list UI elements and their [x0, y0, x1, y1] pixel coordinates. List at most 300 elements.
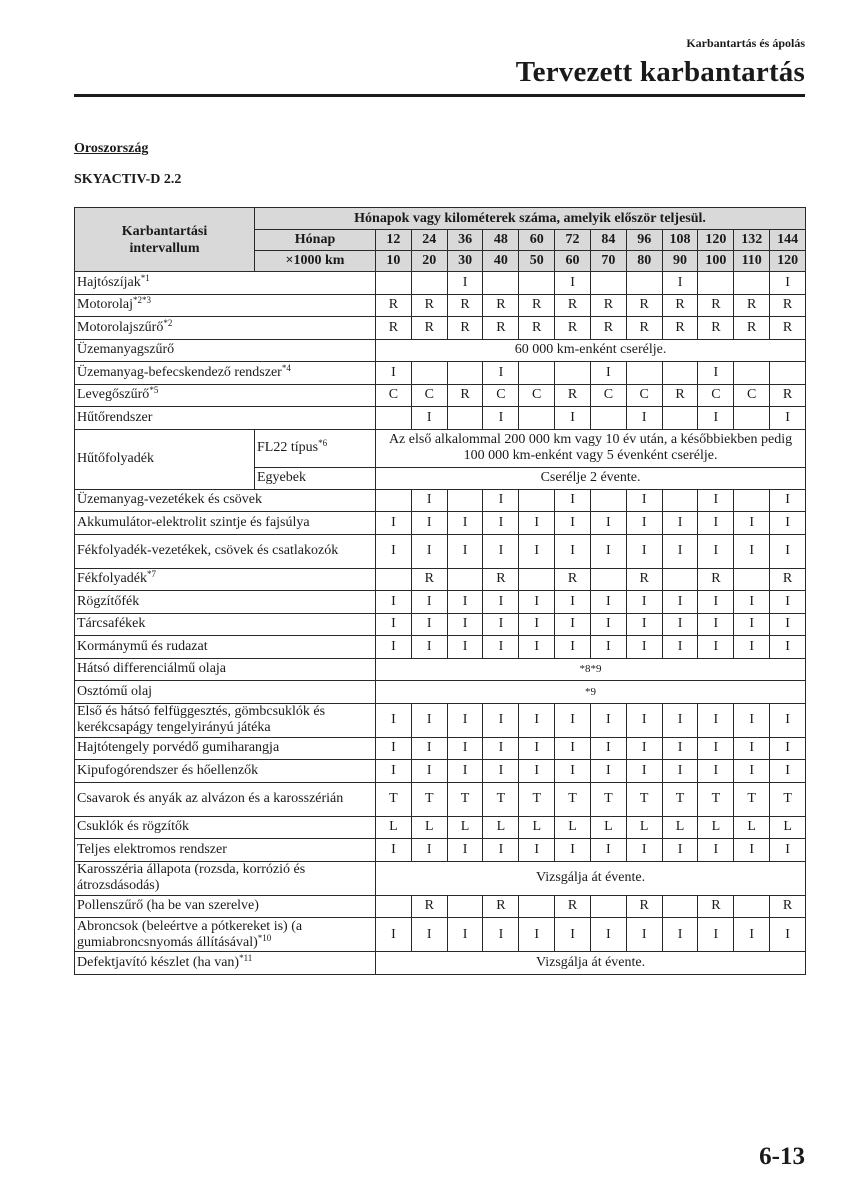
schedule-cell: I — [662, 636, 698, 659]
schedule-cell: I — [555, 591, 591, 614]
schedule-cell — [519, 568, 555, 591]
table-row — [75, 636, 806, 659]
schedule-cell: I — [411, 636, 447, 659]
engine-heading: SKYACTIV-D 2.2 — [74, 172, 182, 187]
schedule-cell: C — [698, 384, 734, 407]
schedule-cell — [411, 272, 447, 295]
schedule-cell: R — [411, 294, 447, 317]
schedule-cell: I — [734, 613, 770, 636]
maintenance-item-label: Osztómű olaj — [77, 683, 153, 699]
schedule-cell — [734, 489, 770, 512]
maintenance-item-label: Üzemanyagszűrő — [77, 342, 175, 358]
footnote-ref: *11 — [239, 952, 253, 963]
schedule-cell: C — [626, 384, 662, 407]
coolant-type-other — [255, 467, 376, 489]
table-row — [75, 534, 806, 568]
maintenance-item — [75, 681, 376, 704]
schedule-cell: I — [519, 534, 555, 568]
schedule-cell: I — [626, 703, 662, 737]
schedule-cell: I — [770, 613, 806, 636]
schedule-cell: I — [555, 512, 591, 535]
schedule-cell — [590, 568, 626, 591]
month-header: 108 — [662, 230, 698, 251]
km-header: 20 — [411, 251, 447, 272]
schedule-cell: I — [483, 760, 519, 783]
schedule-cell: C — [483, 384, 519, 407]
schedule-cell: I — [519, 636, 555, 659]
schedule-cell — [519, 895, 555, 918]
schedule-cell: R — [447, 294, 483, 317]
km-header: 40 — [483, 251, 519, 272]
km-label: ×1000 km — [255, 251, 376, 272]
schedule-cell: I — [447, 760, 483, 783]
schedule-cell: I — [483, 489, 519, 512]
schedule-cell: I — [770, 636, 806, 659]
schedule-cell — [376, 407, 412, 430]
schedule-cell: R — [626, 895, 662, 918]
schedule-cell: T — [519, 782, 555, 816]
schedule-cell: R — [483, 568, 519, 591]
schedule-cell: R — [734, 317, 770, 340]
schedule-cell: I — [698, 839, 734, 862]
schedule-cell: R — [483, 317, 519, 340]
km-header: 120 — [770, 251, 806, 272]
maintenance-item — [75, 512, 376, 535]
schedule-cell — [376, 895, 412, 918]
maintenance-item — [75, 407, 376, 430]
schedule-cell — [376, 489, 412, 512]
schedule-cell: I — [590, 534, 626, 568]
footnote-ref: *1 — [140, 272, 150, 283]
schedule-cell — [662, 407, 698, 430]
schedule-cell: I — [555, 918, 591, 952]
schedule-cell — [662, 895, 698, 918]
schedule-cell: I — [734, 512, 770, 535]
interval-note: Vizsgálja át évente. — [376, 861, 806, 895]
maintenance-item — [75, 816, 376, 839]
schedule-cell: L — [626, 816, 662, 839]
schedule-cell: T — [411, 782, 447, 816]
schedule-cell: I — [590, 760, 626, 783]
maintenance-item — [75, 839, 376, 862]
schedule-cell: I — [483, 512, 519, 535]
schedule-cell: I — [770, 918, 806, 952]
schedule-cell: I — [698, 407, 734, 430]
page-title: Tervezett karbantartás — [515, 56, 805, 88]
footnote-ref: *2 — [163, 317, 173, 328]
schedule-cell: L — [555, 816, 591, 839]
table-row — [75, 317, 806, 340]
maintenance-item-label: Abroncsok (beleértve a pótkereket is) (a gumiabroncsnyomás állításával) — [77, 918, 303, 950]
schedule-cell: C — [519, 384, 555, 407]
schedule-cell: I — [483, 703, 519, 737]
schedule-cell — [376, 272, 412, 295]
schedule-cell: R — [770, 294, 806, 317]
schedule-cell: I — [698, 534, 734, 568]
schedule-cell: I — [662, 272, 698, 295]
schedule-cell: I — [519, 512, 555, 535]
schedule-cell: R — [411, 317, 447, 340]
schedule-cell: R — [698, 568, 734, 591]
table-row — [75, 861, 806, 895]
schedule-cell: R — [411, 568, 447, 591]
section-title: Karbantartás és ápolás — [686, 36, 805, 50]
schedule-cell: I — [734, 839, 770, 862]
maintenance-item — [75, 489, 376, 512]
schedule-cell: I — [411, 534, 447, 568]
schedule-cell: I — [770, 534, 806, 568]
schedule-cell — [447, 568, 483, 591]
schedule-cell: R — [590, 317, 626, 340]
table-row — [75, 362, 806, 385]
footnote-ref: *4 — [281, 362, 291, 373]
schedule-cell: R — [698, 895, 734, 918]
country-heading: Oroszország — [74, 141, 149, 156]
maintenance-item — [75, 918, 376, 952]
schedule-cell — [734, 272, 770, 295]
maintenance-item — [75, 568, 376, 591]
maintenance-item-label: Levegőszűrő — [77, 387, 150, 403]
schedule-cell: R — [770, 568, 806, 591]
schedule-cell: R — [662, 317, 698, 340]
schedule-cell: I — [555, 489, 591, 512]
schedule-cell: I — [519, 613, 555, 636]
schedule-cell: I — [590, 918, 626, 952]
maintenance-item-label: Hajtószíjak — [77, 274, 141, 290]
schedule-cell: I — [698, 489, 734, 512]
km-header: 60 — [555, 251, 591, 272]
schedule-cell: T — [483, 782, 519, 816]
maintenance-item — [75, 384, 376, 407]
footnote-ref: *2*3 — [133, 295, 151, 306]
month-header: 12 — [376, 230, 412, 251]
schedule-cell: I — [662, 918, 698, 952]
schedule-cell — [519, 489, 555, 512]
schedule-cell: I — [555, 272, 591, 295]
km-header: 110 — [734, 251, 770, 272]
maintenance-item-label: Hűtőrendszer — [77, 409, 153, 425]
schedule-cell: I — [590, 613, 626, 636]
schedule-cell: T — [626, 782, 662, 816]
schedule-cell: I — [376, 636, 412, 659]
month-header: 84 — [590, 230, 626, 251]
maintenance-item — [75, 658, 376, 681]
schedule-cell: I — [519, 760, 555, 783]
schedule-cell: R — [519, 294, 555, 317]
maintenance-item — [75, 272, 376, 295]
schedule-cell: R — [376, 294, 412, 317]
maintenance-item-label: Defektjavító készlet (ha van) — [77, 954, 240, 970]
schedule-cell: I — [626, 613, 662, 636]
schedule-cell: I — [376, 362, 412, 385]
maintenance-item-label: Fékfolyadék-vezetékek, csövek és csatlakozók — [77, 543, 339, 558]
interval-note: *8*9 — [376, 658, 806, 681]
schedule-cell: I — [734, 760, 770, 783]
schedule-cell — [590, 895, 626, 918]
schedule-cell: I — [590, 703, 626, 737]
schedule-cell: I — [626, 512, 662, 535]
maintenance-item — [75, 952, 376, 975]
schedule-cell: I — [626, 534, 662, 568]
schedule-cell: I — [376, 613, 412, 636]
interval-header: Karbantartási intervallum — [75, 208, 255, 272]
header-divider — [74, 94, 805, 97]
schedule-cell: I — [447, 534, 483, 568]
coolant-type-fl22 — [255, 429, 376, 467]
schedule-cell: R — [447, 317, 483, 340]
table-row — [75, 407, 806, 430]
table-row — [75, 429, 806, 467]
schedule-cell: I — [662, 534, 698, 568]
schedule-cell: R — [662, 294, 698, 317]
schedule-cell — [734, 568, 770, 591]
schedule-cell: C — [376, 384, 412, 407]
table-row — [75, 703, 806, 737]
schedule-cell — [662, 568, 698, 591]
maintenance-item — [75, 534, 376, 568]
schedule-cell: R — [626, 294, 662, 317]
schedule-cell: I — [734, 591, 770, 614]
schedule-cell: L — [590, 816, 626, 839]
schedule-cell: I — [770, 591, 806, 614]
schedule-cell: I — [519, 737, 555, 760]
month-header: 96 — [626, 230, 662, 251]
maintenance-item — [75, 703, 376, 737]
schedule-cell: I — [483, 362, 519, 385]
schedule-cell: R — [411, 895, 447, 918]
month-header: 72 — [555, 230, 591, 251]
schedule-cell: I — [376, 737, 412, 760]
schedule-cell: L — [698, 816, 734, 839]
month-header: 60 — [519, 230, 555, 251]
schedule-cell: I — [662, 839, 698, 862]
maintenance-item-label: Motorolaj — [77, 297, 133, 313]
schedule-cell: I — [626, 918, 662, 952]
schedule-cell: I — [411, 839, 447, 862]
table-row — [75, 681, 806, 704]
maintenance-table — [74, 207, 806, 975]
months-label: Hónap — [255, 230, 376, 251]
schedule-cell: R — [483, 294, 519, 317]
schedule-cell: R — [662, 384, 698, 407]
footnote-ref: *10 — [257, 932, 272, 943]
schedule-cell — [447, 895, 483, 918]
schedule-cell — [555, 362, 591, 385]
maintenance-item — [75, 294, 376, 317]
schedule-cell: I — [376, 918, 412, 952]
month-header: 36 — [447, 230, 483, 251]
table-row — [75, 591, 806, 614]
schedule-cell: I — [483, 636, 519, 659]
schedule-cell: T — [376, 782, 412, 816]
schedule-cell: I — [698, 512, 734, 535]
schedule-cell: I — [734, 534, 770, 568]
schedule-cell: I — [411, 703, 447, 737]
schedule-cell: R — [376, 317, 412, 340]
maintenance-item-label: Motorolajszűrő — [77, 319, 164, 335]
schedule-cell: L — [447, 816, 483, 839]
schedule-cell — [483, 272, 519, 295]
table-row — [75, 918, 806, 952]
schedule-cell: I — [555, 534, 591, 568]
maintenance-item-label: Akkumulátor-elektrolit szintje és fajsúlya — [77, 514, 310, 530]
maintenance-item-label: Kipufogórendszer és hőellenzők — [77, 762, 259, 778]
schedule-cell: I — [662, 512, 698, 535]
schedule-cell: I — [662, 613, 698, 636]
schedule-cell: I — [734, 703, 770, 737]
interval-note: Cserélje 2 évente. — [376, 467, 806, 489]
schedule-cell: I — [590, 636, 626, 659]
schedule-cell — [770, 362, 806, 385]
schedule-cell: I — [770, 703, 806, 737]
table-row — [75, 339, 806, 362]
maintenance-item-label: Teljes elektromos rendszer — [77, 841, 227, 857]
schedule-cell: I — [590, 362, 626, 385]
schedule-cell: I — [411, 613, 447, 636]
schedule-cell: R — [519, 317, 555, 340]
schedule-cell: I — [447, 918, 483, 952]
table-row — [75, 384, 806, 407]
schedule-cell: I — [519, 918, 555, 952]
schedule-cell: I — [626, 407, 662, 430]
km-header: 10 — [376, 251, 412, 272]
schedule-cell: I — [626, 737, 662, 760]
schedule-cell: I — [555, 839, 591, 862]
schedule-cell: R — [555, 895, 591, 918]
maintenance-item-label: Csavarok és anyák az alvázon és a karosszérián — [77, 791, 344, 806]
maintenance-item-label: Rögzítőfék — [77, 593, 140, 609]
coolant-type-label: Egyebek — [257, 470, 306, 485]
schedule-cell: I — [447, 703, 483, 737]
schedule-cell: I — [483, 613, 519, 636]
footnote-ref: *5 — [149, 385, 159, 396]
schedule-cell: I — [376, 760, 412, 783]
schedule-cell: I — [519, 839, 555, 862]
table-header — [75, 208, 806, 272]
table-row — [75, 737, 806, 760]
schedule-cell: C — [734, 384, 770, 407]
schedule-cell — [590, 407, 626, 430]
table-row — [75, 512, 806, 535]
schedule-cell: I — [626, 760, 662, 783]
interval-note: 60 000 km-enként cserélje. — [376, 339, 806, 362]
schedule-cell: I — [662, 737, 698, 760]
maintenance-item — [75, 737, 376, 760]
maintenance-item — [75, 861, 376, 895]
month-header: 48 — [483, 230, 519, 251]
schedule-cell: I — [734, 918, 770, 952]
schedule-cell: I — [447, 636, 483, 659]
maintenance-item — [75, 429, 255, 489]
schedule-cell: R — [698, 317, 734, 340]
schedule-cell — [519, 272, 555, 295]
schedule-cell: I — [376, 839, 412, 862]
schedule-cell — [662, 489, 698, 512]
schedule-cell — [590, 272, 626, 295]
maintenance-item — [75, 636, 376, 659]
schedule-cell: I — [698, 362, 734, 385]
schedule-cell: R — [770, 895, 806, 918]
schedule-cell: I — [590, 839, 626, 862]
maintenance-item — [75, 591, 376, 614]
coolant-type-label: FL22 típus — [257, 440, 319, 455]
schedule-cell: I — [555, 407, 591, 430]
km-header: 80 — [626, 251, 662, 272]
schedule-cell: R — [770, 384, 806, 407]
schedule-cell: I — [411, 512, 447, 535]
schedule-cell: I — [698, 760, 734, 783]
maintenance-item-label: Első és hátsó felfüggesztés, gömbcsuklók és kerékcsapágy tengelyirányú játéka — [77, 704, 326, 735]
table-row — [75, 272, 806, 295]
km-header: 30 — [447, 251, 483, 272]
schedule-cell: R — [555, 294, 591, 317]
schedule-cell: I — [555, 703, 591, 737]
schedule-cell: I — [770, 839, 806, 862]
table-row — [75, 294, 806, 317]
schedule-cell — [519, 407, 555, 430]
month-header: 24 — [411, 230, 447, 251]
schedule-cell: I — [376, 703, 412, 737]
schedule-cell: I — [411, 489, 447, 512]
month-header: 132 — [734, 230, 770, 251]
schedule-cell: T — [447, 782, 483, 816]
schedule-cell: I — [770, 407, 806, 430]
schedule-cell: I — [447, 591, 483, 614]
km-header: 70 — [590, 251, 626, 272]
schedule-cell: I — [411, 760, 447, 783]
maintenance-item-label: Kormánymű és rudazat — [77, 638, 208, 654]
maintenance-item-label: Tárcsafékek — [77, 616, 146, 632]
table-row — [75, 489, 806, 512]
schedule-cell: I — [411, 591, 447, 614]
interval-note: *9 — [376, 681, 806, 704]
month-header: 120 — [698, 230, 734, 251]
schedule-cell: T — [770, 782, 806, 816]
table-row — [75, 613, 806, 636]
maintenance-item — [75, 362, 376, 385]
schedule-cell: I — [483, 407, 519, 430]
schedule-cell: R — [555, 317, 591, 340]
schedule-cell: I — [662, 703, 698, 737]
schedule-cell: I — [447, 737, 483, 760]
schedule-cell — [447, 489, 483, 512]
schedule-cell: R — [698, 294, 734, 317]
page-number: 6-13 — [759, 1143, 805, 1170]
maintenance-item — [75, 339, 376, 362]
schedule-cell — [626, 362, 662, 385]
schedule-cell: I — [411, 407, 447, 430]
schedule-cell: T — [734, 782, 770, 816]
schedule-cell: I — [376, 534, 412, 568]
schedule-cell: I — [626, 591, 662, 614]
schedule-cell — [447, 362, 483, 385]
schedule-cell: I — [590, 512, 626, 535]
schedule-cell: R — [626, 317, 662, 340]
schedule-cell: I — [698, 918, 734, 952]
schedule-cell: I — [662, 760, 698, 783]
schedule-cell: I — [770, 512, 806, 535]
schedule-cell: L — [483, 816, 519, 839]
maintenance-item — [75, 317, 376, 340]
schedule-cell: T — [662, 782, 698, 816]
table-row — [75, 839, 806, 862]
schedule-cell: I — [447, 272, 483, 295]
schedule-cell: C — [411, 384, 447, 407]
schedule-cell: I — [483, 839, 519, 862]
schedule-cell: L — [519, 816, 555, 839]
schedule-cell: I — [411, 737, 447, 760]
maintenance-item — [75, 613, 376, 636]
